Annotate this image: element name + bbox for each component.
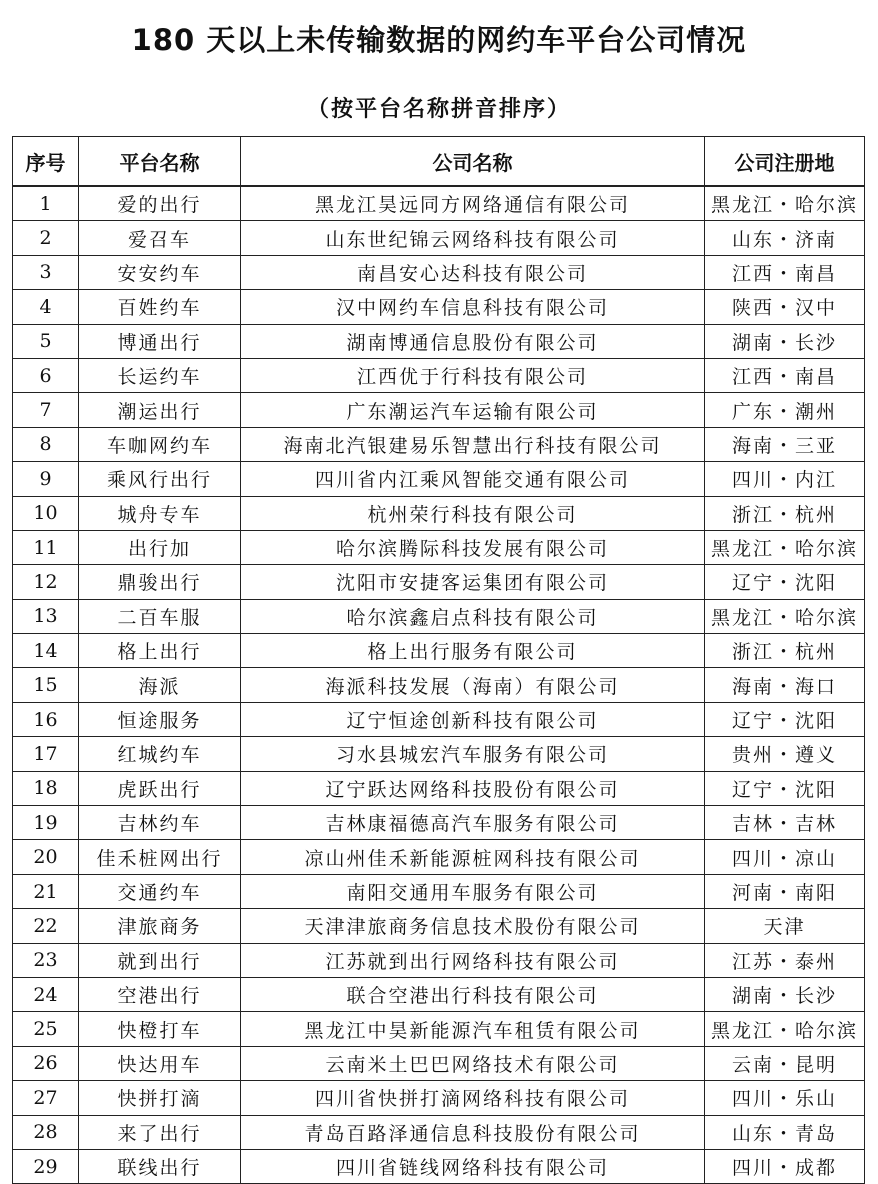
cell-registered-location: 江苏・泰州 (705, 943, 865, 977)
cell-index: 3 (13, 255, 79, 289)
cell-platform-name: 长运约车 (79, 358, 241, 392)
cell-platform-name: 安安约车 (79, 255, 241, 289)
cell-registered-location: 河南・南阳 (705, 874, 865, 908)
cell-registered-location: 海南・海口 (705, 668, 865, 702)
cell-registered-location: 黑龙江・哈尔滨 (705, 186, 865, 221)
cell-registered-location: 四川・内江 (705, 462, 865, 496)
cell-company-name: 沈阳市安捷客运集团有限公司 (241, 565, 705, 599)
table-row (13, 1081, 865, 1115)
cell-registered-location: 贵州・遵义 (705, 737, 865, 771)
header-platform-name: 平台名称 (79, 137, 241, 187)
cell-index: 12 (13, 565, 79, 599)
cell-registered-location: 四川・乐山 (705, 1081, 865, 1115)
cell-platform-name: 来了出行 (79, 1115, 241, 1149)
cell-platform-name: 快橙打车 (79, 1012, 241, 1046)
page-subtitle: （按平台名称拼音排序） (306, 96, 571, 122)
cell-company-name: 江苏就到出行网络科技有限公司 (241, 943, 705, 977)
table-row (13, 737, 865, 771)
cell-platform-name: 吉林约车 (79, 806, 241, 840)
table-row (13, 702, 865, 736)
cell-company-name: 辽宁跃达网络科技股份有限公司 (241, 771, 705, 805)
cell-index: 16 (13, 702, 79, 736)
cell-company-name: 湖南博通信息股份有限公司 (241, 324, 705, 358)
cell-company-name: 凉山州佳禾新能源桩网科技有限公司 (241, 840, 705, 874)
table-row (13, 1046, 865, 1080)
cell-registered-location: 陕西・汉中 (705, 290, 865, 324)
table-row (13, 909, 865, 943)
cell-index: 15 (13, 668, 79, 702)
table-row (13, 874, 865, 908)
cell-platform-name: 联线出行 (79, 1149, 241, 1183)
cell-platform-name: 恒途服务 (79, 702, 241, 736)
cell-platform-name: 海派 (79, 668, 241, 702)
cell-registered-location: 江西・南昌 (705, 358, 865, 392)
cell-company-name: 哈尔滨鑫启点科技有限公司 (241, 599, 705, 633)
table-row (13, 840, 865, 874)
table-row (13, 290, 865, 324)
table-row (13, 1012, 865, 1046)
cell-company-name: 江西优于行科技有限公司 (241, 358, 705, 392)
cell-registered-location: 湖南・长沙 (705, 977, 865, 1011)
header-registered-location: 公司注册地 (705, 137, 865, 187)
table-row (13, 496, 865, 530)
table-row (13, 530, 865, 564)
cell-index: 10 (13, 496, 79, 530)
cell-index: 23 (13, 943, 79, 977)
cell-company-name: 格上出行服务有限公司 (241, 634, 705, 668)
cell-registered-location: 天津 (705, 909, 865, 943)
cell-registered-location: 山东・济南 (705, 221, 865, 255)
cell-platform-name: 空港出行 (79, 977, 241, 1011)
cell-registered-location: 湖南・长沙 (705, 324, 865, 358)
cell-registered-location: 辽宁・沈阳 (705, 771, 865, 805)
cell-registered-location: 广东・潮州 (705, 393, 865, 427)
cell-company-name: 哈尔滨腾际科技发展有限公司 (241, 530, 705, 564)
cell-platform-name: 红城约车 (79, 737, 241, 771)
table-header-row (13, 137, 865, 187)
cell-platform-name: 佳禾桩网出行 (79, 840, 241, 874)
cell-platform-name: 格上出行 (79, 634, 241, 668)
table-row (13, 427, 865, 461)
cell-registered-location: 四川・凉山 (705, 840, 865, 874)
table-row (13, 977, 865, 1011)
cell-registered-location: 辽宁・沈阳 (705, 565, 865, 599)
cell-registered-location: 辽宁・沈阳 (705, 702, 865, 736)
cell-company-name: 海南北汽银建易乐智慧出行科技有限公司 (241, 427, 705, 461)
cell-registered-location: 黑龙江・哈尔滨 (705, 530, 865, 564)
header-company-name: 公司名称 (241, 137, 705, 187)
cell-company-name: 南昌安心达科技有限公司 (241, 255, 705, 289)
cell-company-name: 吉林康福德高汽车服务有限公司 (241, 806, 705, 840)
cell-platform-name: 潮运出行 (79, 393, 241, 427)
cell-index: 26 (13, 1046, 79, 1080)
cell-platform-name: 爱的出行 (79, 186, 241, 221)
table-body (13, 186, 865, 1184)
cell-platform-name: 城舟专车 (79, 496, 241, 530)
table-row (13, 221, 865, 255)
cell-company-name: 汉中网约车信息科技有限公司 (241, 290, 705, 324)
cell-platform-name: 交通约车 (79, 874, 241, 908)
platform-table (12, 136, 865, 1184)
cell-company-name: 天津津旅商务信息技术股份有限公司 (241, 909, 705, 943)
cell-platform-name: 出行加 (79, 530, 241, 564)
cell-index: 8 (13, 427, 79, 461)
cell-platform-name: 快达用车 (79, 1046, 241, 1080)
cell-registered-location: 吉林・吉林 (705, 806, 865, 840)
cell-index: 27 (13, 1081, 79, 1115)
cell-index: 19 (13, 806, 79, 840)
cell-registered-location: 浙江・杭州 (705, 634, 865, 668)
table-row (13, 1149, 865, 1183)
cell-platform-name: 鼎骏出行 (79, 565, 241, 599)
table-row (13, 599, 865, 633)
table-row (13, 255, 865, 289)
cell-index: 9 (13, 462, 79, 496)
cell-index: 17 (13, 737, 79, 771)
cell-index: 25 (13, 1012, 79, 1046)
cell-index: 2 (13, 221, 79, 255)
table-row (13, 324, 865, 358)
cell-platform-name: 百姓约车 (79, 290, 241, 324)
cell-registered-location: 黑龙江・哈尔滨 (705, 599, 865, 633)
cell-index: 20 (13, 840, 79, 874)
cell-company-name: 习水县城宏汽车服务有限公司 (241, 737, 705, 771)
cell-company-name: 南阳交通用车服务有限公司 (241, 874, 705, 908)
cell-registered-location: 四川・成都 (705, 1149, 865, 1183)
cell-registered-location: 江西・南昌 (705, 255, 865, 289)
cell-company-name: 联合空港出行科技有限公司 (241, 977, 705, 1011)
cell-platform-name: 虎跃出行 (79, 771, 241, 805)
table-row (13, 393, 865, 427)
table-row (13, 943, 865, 977)
cell-platform-name: 快拼打滴 (79, 1081, 241, 1115)
cell-registered-location: 浙江・杭州 (705, 496, 865, 530)
cell-platform-name: 二百车服 (79, 599, 241, 633)
cell-index: 21 (13, 874, 79, 908)
cell-company-name: 广东潮运汽车运输有限公司 (241, 393, 705, 427)
cell-company-name: 四川省快拼打滴网络科技有限公司 (241, 1081, 705, 1115)
cell-company-name: 黑龙江中昊新能源汽车租赁有限公司 (241, 1012, 705, 1046)
cell-company-name: 辽宁恒途创新科技有限公司 (241, 702, 705, 736)
cell-index: 24 (13, 977, 79, 1011)
cell-registered-location: 海南・三亚 (705, 427, 865, 461)
table-row (13, 668, 865, 702)
table-row (13, 634, 865, 668)
cell-company-name: 杭州荣行科技有限公司 (241, 496, 705, 530)
header-index: 序号 (13, 137, 79, 187)
cell-index: 11 (13, 530, 79, 564)
cell-index: 5 (13, 324, 79, 358)
cell-index: 4 (13, 290, 79, 324)
cell-company-name: 四川省链线网络科技有限公司 (241, 1149, 705, 1183)
cell-index: 1 (13, 186, 79, 221)
cell-index: 7 (13, 393, 79, 427)
cell-index: 22 (13, 909, 79, 943)
table-row (13, 806, 865, 840)
cell-registered-location: 黑龙江・哈尔滨 (705, 1012, 865, 1046)
cell-index: 6 (13, 358, 79, 392)
cell-company-name: 海派科技发展（海南）有限公司 (241, 668, 705, 702)
cell-platform-name: 乘风行出行 (79, 462, 241, 496)
table-row (13, 186, 865, 221)
cell-company-name: 黑龙江昊远同方网络通信有限公司 (241, 186, 705, 221)
cell-index: 14 (13, 634, 79, 668)
cell-index: 28 (13, 1115, 79, 1149)
table-row (13, 771, 865, 805)
table-row (13, 462, 865, 496)
table-row (13, 1115, 865, 1149)
table-row (13, 565, 865, 599)
cell-platform-name: 爱召车 (79, 221, 241, 255)
cell-index: 29 (13, 1149, 79, 1183)
cell-registered-location: 云南・昆明 (705, 1046, 865, 1080)
cell-company-name: 四川省内江乘风智能交通有限公司 (241, 462, 705, 496)
cell-index: 13 (13, 599, 79, 633)
cell-index: 18 (13, 771, 79, 805)
cell-company-name: 青岛百路泽通信息科技股份有限公司 (241, 1115, 705, 1149)
cell-company-name: 山东世纪锦云网络科技有限公司 (241, 221, 705, 255)
cell-registered-location: 山东・青岛 (705, 1115, 865, 1149)
page-title: 180 天以上未传输数据的网约车平台公司情况 (131, 23, 747, 57)
cell-company-name: 云南米土巴巴网络技术有限公司 (241, 1046, 705, 1080)
cell-platform-name: 博通出行 (79, 324, 241, 358)
table-row (13, 358, 865, 392)
cell-platform-name: 津旅商务 (79, 909, 241, 943)
cell-platform-name: 车咖网约车 (79, 427, 241, 461)
cell-platform-name: 就到出行 (79, 943, 241, 977)
